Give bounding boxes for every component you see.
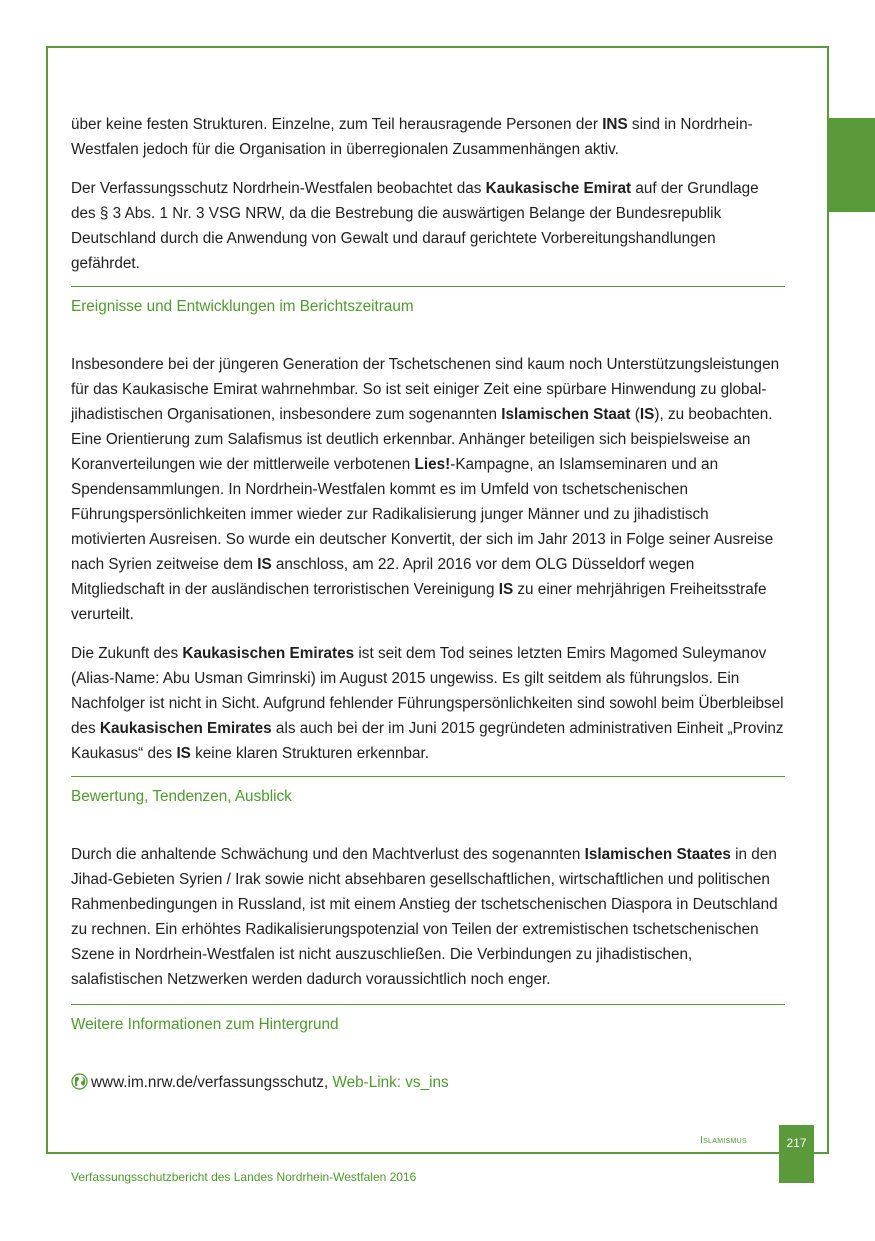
- footer-report-title: Verfassungsschutzbericht des Landes Nordrhein-Westfalen 2016: [71, 1170, 417, 1184]
- main-content: [71, 112, 785, 1095]
- page-number: 217: [779, 1125, 814, 1183]
- section-heading-assessment: Bewertung, Tendenzen, Ausblick: [71, 788, 292, 805]
- section-divider: [71, 776, 785, 777]
- paragraph-intro-1: über keine festen Strukturen. Einzelne, zum Teil herausragende Personen der INS sind in Nordrhein-Westfalen jedoch für die Organisation in überregionalen Zusammenhängen aktiv.: [71, 116, 753, 158]
- paragraph-intro-2: Der Verfassungsschutz Nordrhein-Westfalen beobachtet das Kaukasische Emirat auf der Grundlage des § 3 Abs. 1 Nr. 3 VSG NRW, da die Bestrebung die auswärtigen Belange der Bundesrepublik Deutschland durch die Anwendung von Gewalt und darauf gerichtete Vorbereitungshandlungen gefährdet.: [71, 180, 759, 272]
- paragraph-events-2: Die Zukunft des Kaukasischen Emirates ist seit dem Tod seines letzten Emirs Magomed Suleymanov (Alias-Name: Abu Usman Gimrinski) im August 2015 ungewiss. Es gilt seitdem als führungslos. Ein Nachfolger ist nicht in Sicht. Aufgrund fehlender Führungspersönlichkeiten sind sowohl beim Überbleibsel des Kaukasischen Emirates als auch bei der im Juni 2015 gegründeten administrativen Einheit „Provinz Kaukasus“ des IS keine klaren Strukturen erkennbar.: [71, 645, 784, 762]
- paragraph-events-1: Insbesondere bei der jüngeren Generation der Tschetschenen sind kaum noch Unterstützungsleistungen für das Kaukasische Emirat wahrnehmbar. So ist seit einiger Zeit eine spürbare Hinwendung zu global-jihadistischen Organisationen, insbesondere zum sogenannten Islamischen Staat (IS), zu beobachten. Eine Orientierung zum Salafismus ist deutlich erkennbar. Anhänger beteiligen sich beispielsweise an Koranverteilungen wie der mittlerweile verbotenen Lies!-Kampagne, an Islamseminaren und an Spendensammlungen. In Nordrhein-Westfalen kommt es im Umfeld von tschetschenischen Führungspersönlichkeiten immer wieder zur Radikalisierung junger Männer und zu jihadistisch motivierten Ausreisen. So wurde ein deutscher Konvertit, der sich im Jahr 2013 in Folge seiner Ausreise nach Syrien zeitweise dem IS anschloss, am 22. April 2016 vor dem OLG Düsseldorf wegen Mitgliedschaft in der ausländischen terroristischen Vereinigung IS zu einer mehrjährigen Freiheitsstrafe verurteilt.: [71, 356, 780, 623]
- link-line: [71, 1070, 785, 1095]
- weblink[interactable]: Web-Link: vs_ins: [332, 1074, 449, 1091]
- section-heading-events: Ereignisse und Entwicklungen im Berichtszeitraum: [71, 298, 414, 315]
- section-heading-further-info: Weitere Informationen zum Hintergrund: [71, 1016, 339, 1033]
- url-text[interactable]: www.im.nrw.de/verfassungsschutz,: [91, 1074, 329, 1091]
- footer-section-label: Islamismus: [700, 1135, 748, 1146]
- globe-icon: [71, 1073, 88, 1090]
- section-divider: [71, 1004, 785, 1005]
- paragraph-assessment: Durch die anhaltende Schwächung und den Machtverlust des sogenannten Islamischen Staates in den Jihad-Gebieten Syrien / Irak sowie nicht absehbaren gesellschaftlichen, wirtschaftlichen und politischen Rahmenbedingungen in Russland, ist mit einem Anstieg der tschetschenischen Diaspora in Deutschland zu rechnen. Ein erhöhtes Radikalisierungspotenzial von Teilen der extremistischen tschetschenischen Szene in Nordrhein-Westfalen ist nicht auszuschließen. Die Verbindungen zu jihadistischen, salafistischen Netzwerken werden dadurch voraussichtlich noch enger.: [71, 846, 778, 988]
- section-divider: [71, 286, 785, 287]
- chapter-tab-marker: [829, 118, 875, 212]
